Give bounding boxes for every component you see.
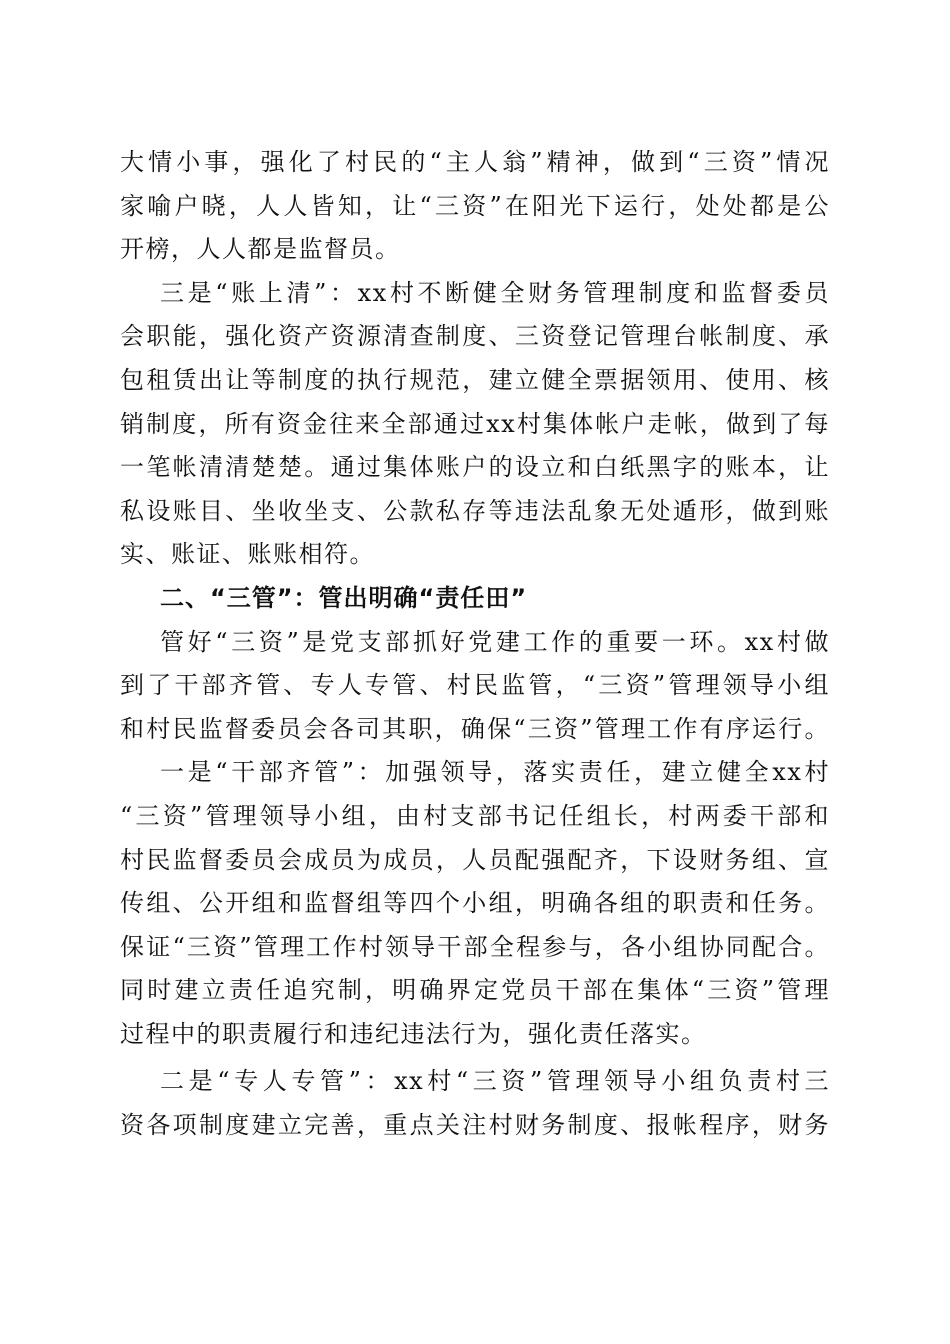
text-line: “三资”管理领导小组，由村支部书记任组长，村两委干部和 [120,801,830,830]
text-line: 大情小事，强化了村民的“主人翁”精神，做到“三资”情况 [120,148,830,176]
text-line: 同时建立责任追究制，明确界定党员干部在集体“三资”管理 [120,976,830,1005]
text-line: 和村民监督委员会各司其职，确保“三资”管理工作有序运行。 [120,714,830,743]
text-line: 到了干部齐管、专人专管、村民监管，“三资”管理领导小组 [120,671,830,700]
text-line: 包租赁出让等制度的执行规范，建立健全票据领用、使用、核 [120,365,830,394]
text-line: 销制度，所有资金往来全部通过xx村集体帐户走帐，做到了每 [120,409,830,438]
text-line: 一笔帐清清楚楚。通过集体账户的设立和白纸黑字的账本，让 [120,453,830,482]
text-line: 村民监督委员会成员为成员，人员配强配齐，下设财务组、宣 [120,845,830,874]
text-line: 保证“三资”管理工作村领导干部全程参与，各小组协同配合。 [120,932,830,961]
text-line: 家喻户晓，人人皆知，让“三资”在阳光下运行，处处都是公 [120,191,830,220]
text-line: 一是“干部齐管”：加强领导，落实责任，建立健全xx村 [160,758,830,787]
text-line: 二是“专人专管”：xx村“三资”管理领导小组负责村三 [160,1067,830,1096]
text-line: 三是“账上清”：xx村不断健全财务管理制度和监督委员 [160,278,830,307]
text-line: 过程中的职责履行和违纪违法行为，强化责任落实。 [120,1019,707,1048]
text-line: 实、账证、账账相符。 [120,540,375,569]
text-line: 传组、公开组和监督组等四个小组，明确各组的职责和任务。 [120,889,830,918]
section-heading: 二、“三管”：管出明确“责任田” [160,583,528,612]
document-body [120,141,830,1148]
text-line: 管好“三资”是党支部抓好党建工作的重要一环。xx村做 [160,627,830,656]
text-line: 资各项制度建立完善，重点关注村财务制度、报帐程序，财务 [120,1111,830,1140]
text-line: 会职能，强化资产资源清查制度、三资登记管理台帐制度、承 [120,322,830,351]
text-line: 私设账目、坐收坐支、公款私存等违法乱象无处遁形，做到账 [120,496,830,525]
text-line: 开榜，人人都是监督员。 [120,235,401,264]
